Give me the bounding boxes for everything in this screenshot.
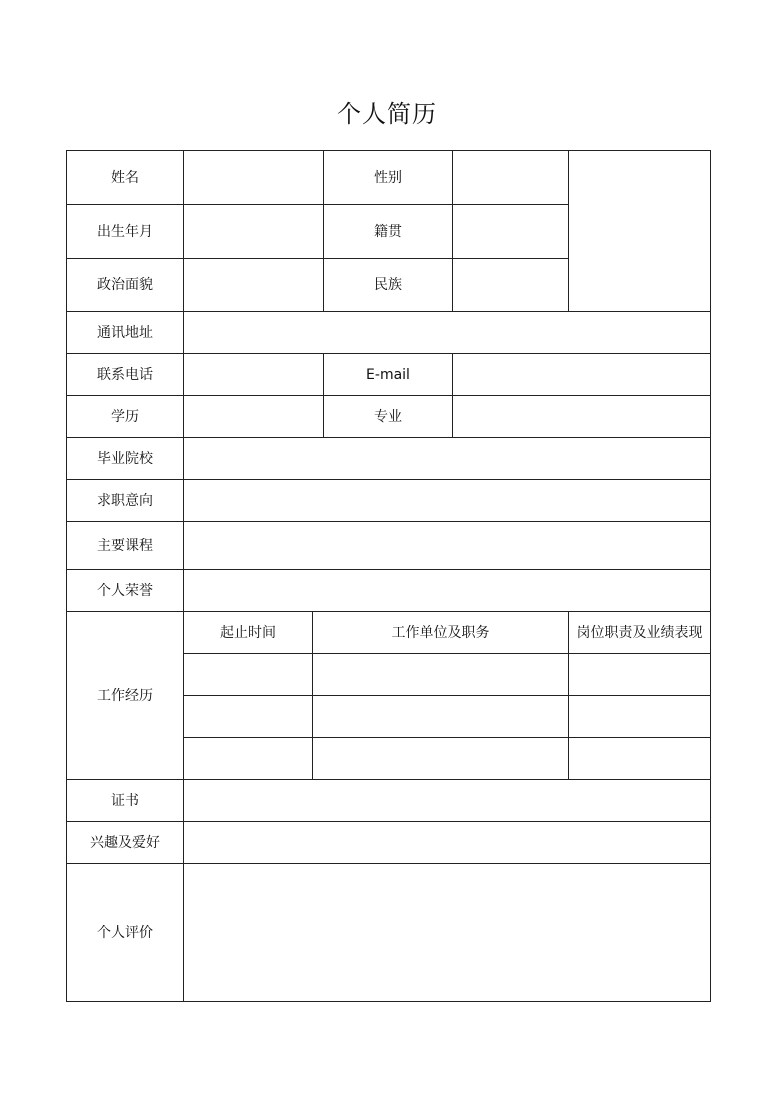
hometown-label: 籍贯	[324, 205, 453, 259]
page-title: 个人简历	[337, 100, 437, 128]
work-employer-field[interactable]	[313, 654, 569, 696]
certificate-label: 证书	[67, 780, 184, 822]
ethnicity-field[interactable]	[453, 259, 569, 312]
address-label: 通讯地址	[67, 312, 184, 354]
name-field[interactable]	[184, 151, 324, 205]
courses-field[interactable]	[184, 522, 711, 570]
education-label: 学历	[67, 396, 184, 438]
work-col-employer: 工作单位及职务	[313, 612, 569, 654]
education-field[interactable]	[184, 396, 324, 438]
resume-table	[66, 150, 711, 1002]
honors-field[interactable]	[184, 570, 711, 612]
ethnicity-label: 民族	[324, 259, 453, 312]
email-label: E-mail	[324, 354, 453, 396]
gender-field[interactable]	[453, 151, 569, 205]
interests-label: 兴趣及爱好	[67, 822, 184, 864]
work-duties-field[interactable]	[569, 654, 711, 696]
work-period-field[interactable]	[184, 696, 313, 738]
courses-label: 主要课程	[67, 522, 184, 570]
major-label: 专业	[324, 396, 453, 438]
work-employer-field[interactable]	[313, 738, 569, 780]
address-field[interactable]	[184, 312, 711, 354]
work-col-duties: 岗位职责及业绩表现	[569, 612, 711, 654]
work-experience-label: 工作经历	[67, 612, 184, 780]
photo-area[interactable]	[569, 151, 711, 312]
major-field[interactable]	[453, 396, 711, 438]
school-label: 毕业院校	[67, 438, 184, 480]
work-employer-field[interactable]	[313, 696, 569, 738]
hometown-field[interactable]	[453, 205, 569, 259]
self-evaluation-field[interactable]	[184, 864, 711, 1002]
job-intention-label: 求职意向	[67, 480, 184, 522]
work-col-period: 起止时间	[184, 612, 313, 654]
school-field[interactable]	[184, 438, 711, 480]
phone-field[interactable]	[184, 354, 324, 396]
email-field[interactable]	[453, 354, 711, 396]
honors-label: 个人荣誉	[67, 570, 184, 612]
job-intention-field[interactable]	[184, 480, 711, 522]
gender-label: 性别	[324, 151, 453, 205]
name-label: 姓名	[67, 151, 184, 205]
political-field[interactable]	[184, 259, 324, 312]
phone-label: 联系电话	[67, 354, 184, 396]
certificate-field[interactable]	[184, 780, 711, 822]
work-duties-field[interactable]	[569, 738, 711, 780]
self-evaluation-label: 个人评价	[67, 864, 184, 1002]
work-duties-field[interactable]	[569, 696, 711, 738]
work-period-field[interactable]	[184, 738, 313, 780]
interests-field[interactable]	[184, 822, 711, 864]
work-period-field[interactable]	[184, 654, 313, 696]
birth-field[interactable]	[184, 205, 324, 259]
birth-label: 出生年月	[67, 205, 184, 259]
political-label: 政治面貌	[67, 259, 184, 312]
